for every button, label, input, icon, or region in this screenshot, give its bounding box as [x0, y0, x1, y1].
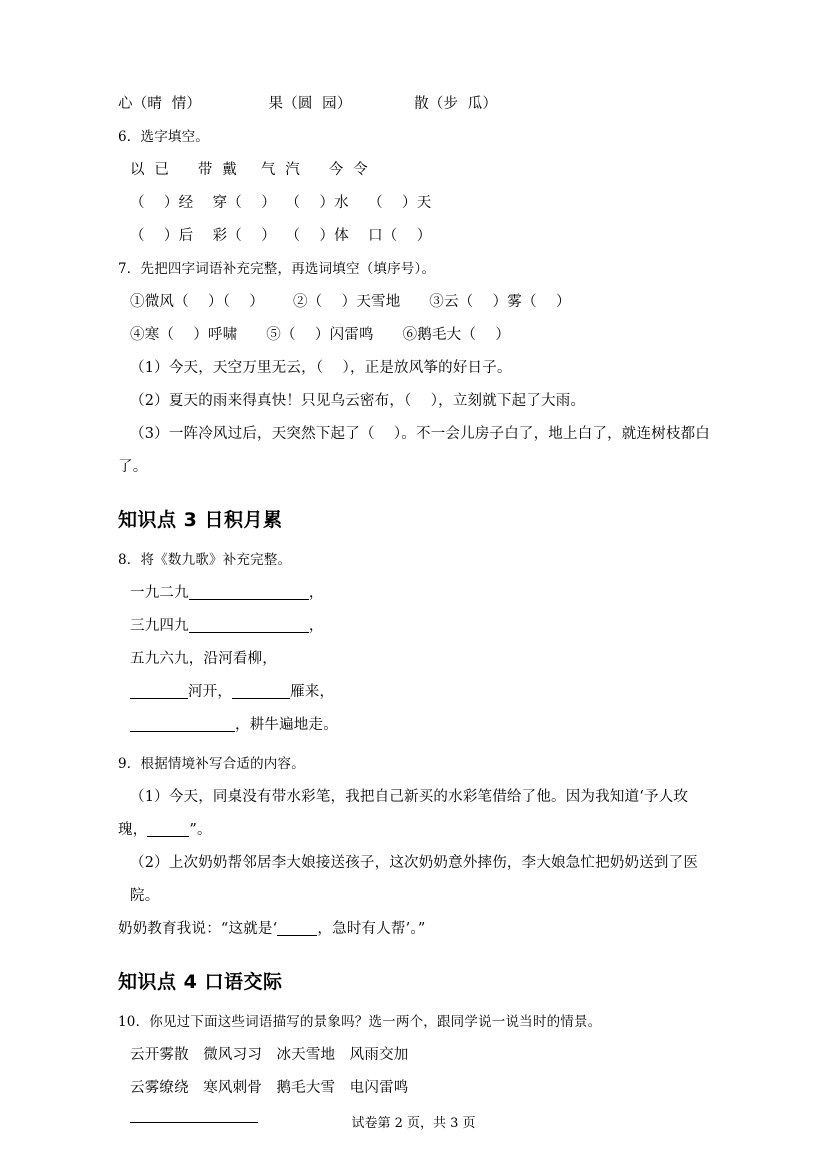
answer-blank[interactable] — [130, 683, 188, 699]
question-9-stem: 9．根据情境补写合适的内容。 — [118, 756, 305, 772]
answer-blank[interactable] — [277, 920, 317, 936]
answer-blank[interactable] — [232, 683, 290, 699]
question-9-item-2-end: ，急时有人帮’。” — [317, 921, 426, 937]
shujiuge-line-2-text: 三九四九 — [130, 618, 189, 634]
shujiuge-line-4-text: 河开， — [188, 684, 233, 700]
shujiuge-line-5 — [118, 709, 714, 742]
question-6-stem: 6．选字填空。 — [118, 129, 209, 145]
question-6-wordbank: 以 已 带 戴 气 汽 今 令 — [130, 162, 368, 178]
question-9-item-2: （2）上次奶奶帮邻居李大娘接送孩子，这次奶奶意外摔伤，李大娘急忙把奶奶送到了医院。 — [130, 855, 699, 904]
question-10-words-row-2: 云雾缭绕 寒风刺骨 鹅毛大雪 电闪雷鸣 — [130, 1080, 409, 1096]
shujiuge-line-1 — [118, 577, 714, 610]
question-9-item-1-cont — [118, 814, 714, 847]
section-heading-knowledge-3: 知识点 3 日积月累 — [118, 509, 283, 531]
section-heading-knowledge-4: 知识点 4 口语交际 — [118, 971, 283, 993]
shujiuge-line-5-text: ，耕牛遍地走。 — [235, 717, 338, 733]
question-8-stem: 8．将《数九歌》补充完整。 — [118, 552, 292, 568]
question-9-item-1-end: ”。 — [189, 822, 212, 838]
answer-blank[interactable] — [130, 716, 235, 732]
question-7-idioms-row-2: ④寒（ ）呼啸 ⑤（ ）闪雷鸣 ⑥鹅毛大（ ） — [130, 327, 511, 343]
question-6-row-1: （ ）经 穿（ ） （ ）水 （ ）天 — [130, 195, 432, 211]
question-7-item-1: （1）今天，天空万里无云，（ ），正是放风筝的好日子。 — [130, 360, 512, 376]
shujiuge-line-2-punct: ， — [308, 618, 324, 634]
shujiuge-line-1-text: 一九二九 — [130, 585, 189, 601]
question-10-stem: 10．你见过下面这些词语描写的景象吗？选一两个，跟同学说一说当时的情景。 — [118, 1014, 602, 1030]
question-5-choices: 心（晴 情） 果（圆 园） 散（步 瓜） — [118, 96, 498, 112]
question-7-item-3-cont: 了。 — [118, 459, 148, 475]
question-7-item-2: （2）夏天的雨来得真快！只见乌云密布，（ ），立刻就下起了大雨。 — [130, 393, 586, 409]
question-9-item-2-cont-text: 奶奶教育我说：“这就是‘ — [118, 921, 278, 937]
question-10-words-row-1: 云开雾散 微风习习 冰天雪地 风雨交加 — [130, 1047, 409, 1063]
shujiuge-line-4-text-2: 雁来， — [290, 684, 335, 700]
page-footer: 试卷第 2 页，共 3 页 — [351, 1116, 476, 1131]
question-7-idioms-row-1: ①微风（ ）（ ） ②（ ）天雪地 ③云（ ）雾（ ） — [130, 294, 571, 310]
question-7-stem: 7．先把四字词语补充完整，再选词填空（填序号）。 — [118, 261, 436, 277]
shujiuge-line-2 — [118, 610, 714, 643]
shujiuge-line-3: 五九六九，沿河看柳， — [130, 651, 277, 667]
shujiuge-line-4 — [118, 676, 714, 709]
question-6-row-2: （ ）后 彩（ ） （ ）体 口（ ） — [130, 228, 432, 244]
answer-blank[interactable] — [189, 617, 309, 633]
document-content — [118, 88, 714, 1123]
shujiuge-line-1-punct: ， — [308, 585, 324, 601]
answer-blank[interactable] — [147, 821, 189, 837]
answer-blank[interactable] — [189, 584, 309, 600]
question-7-item-3: （3）一阵冷风过后，天突然下起了（ ）。不一会儿房子白了，地上白了，就连树枝都白 — [130, 426, 711, 442]
question-9-item-1: （1）今天，同桌没有带水彩笔，我把自己新买的水彩笔借给了他。因为我知道‘予人玫 — [130, 789, 689, 805]
question-9-item-2-cont — [118, 913, 714, 946]
question-9-item-1-cont-text: 瑰， — [118, 822, 148, 838]
